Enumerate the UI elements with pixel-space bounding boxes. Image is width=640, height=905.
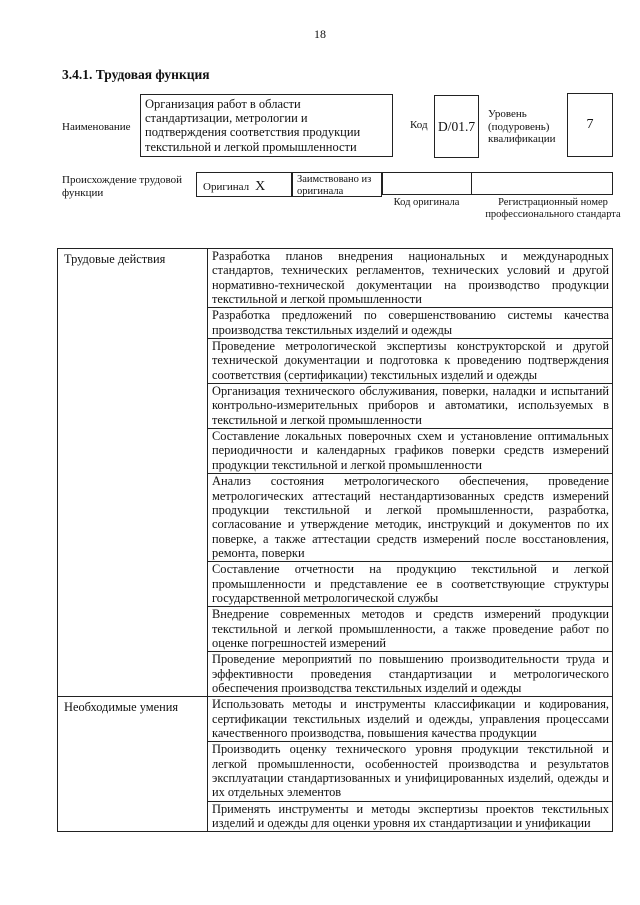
name-value: Организация работ в области стандартизации, метрологии и подтверждения соответствия продукции текстильной и легкой промышленности xyxy=(140,94,393,157)
table-row xyxy=(58,249,613,308)
original-mark: X xyxy=(255,179,266,194)
section-label: Трудовые действия xyxy=(58,249,208,697)
original-label: Оригинал xyxy=(203,181,250,193)
function-table xyxy=(57,248,613,832)
list-item: Разработка предложений по совершенствованию системы качества производства текстильных изделий и одежды xyxy=(208,308,613,339)
list-item: Анализ состояния метрологического обеспечения, проведение метрологических аттестаций нестандартизованных средств измерений продукции текстильной и легкой промышленности, разработка, согласование и утверждение методик, инструкций и документов по их поверке, а также аттестации средств измерений после восстановления, ремонта, поверки xyxy=(208,474,613,562)
level-value: 7 xyxy=(567,93,613,157)
list-item: Применять инструменты и методы экспертизы проектов текстильных изделий и одежды для оценки уровня их стандартизации и унификации xyxy=(208,801,613,832)
code-value: D/01.7 xyxy=(434,95,479,158)
table-row xyxy=(58,697,613,742)
list-item: Составление отчетности на продукцию текстильной и легкой промышленности и представление ее в соответствующие структуры государственной метрологической службы xyxy=(208,562,613,607)
original-cell xyxy=(196,172,292,197)
code-original-caption: Код оригинала xyxy=(393,197,460,208)
code-original-cell xyxy=(382,172,471,195)
list-item: Разработка планов внедрения национальных и международных стандартов, технических регламентов, технических условий и другой нормативно-технической документации на производство продукции текстильной и легкой промышленности xyxy=(208,249,613,308)
page-number: 18 xyxy=(314,27,326,41)
section-label: Необходимые умения xyxy=(58,697,208,832)
list-item: Проведение метрологической экспертизы конструкторской и другой технической документации и подготовка к проведению подтверждения соответствия (сертификации) текстильных изделий и одежды xyxy=(208,339,613,384)
list-item: Производить оценку технического уровня продукции текстильной и легкой промышленности, особенностей производства и результатов эксплуатации стандартизованных и унифицированных изделий, одежды и их отдельных элементов xyxy=(208,742,613,801)
list-item: Составление локальных поверочных схем и установление оптимальных периодичности и календарных графиков поверки средств измерений продукции текстильной и легкой промышленности xyxy=(208,429,613,474)
code-label: Код xyxy=(410,119,428,131)
name-label: Наименование xyxy=(62,121,131,133)
list-item: Внедрение современных методов и средств измерений продукции текстильной и легкой промышленности, а также проведение работ по оценке погрешностей измерений xyxy=(208,607,613,652)
section-title: 3.4.1. Трудовая функция xyxy=(62,67,210,82)
borrowed-label: Заимствовано из оригинала xyxy=(292,172,382,197)
level-label: Уровень (подуровень) квалификации xyxy=(488,108,556,145)
list-item: Использовать методы и инструменты классификации и кодирования, сертификации текстильных изделий и одежды, управления процессами качественного производства, повышения качества продукции xyxy=(208,697,613,742)
reg-number-cell xyxy=(471,172,613,195)
list-item: Организация технического обслуживания, поверки, наладки и испытаний контрольно-измерительных приборов и автоматики, используемых в текстильной и легкой промышленности xyxy=(208,384,613,429)
reg-number-caption: Регистрационный номер профессионального стандарта xyxy=(485,197,621,220)
list-item: Проведение мероприятий по повышению производительности труда и эффективности проведения стандартизации и метрологического обеспечения производства текстильных изделий и одежды xyxy=(208,652,613,697)
origin-label: Происхождение трудовой функции xyxy=(62,174,183,199)
